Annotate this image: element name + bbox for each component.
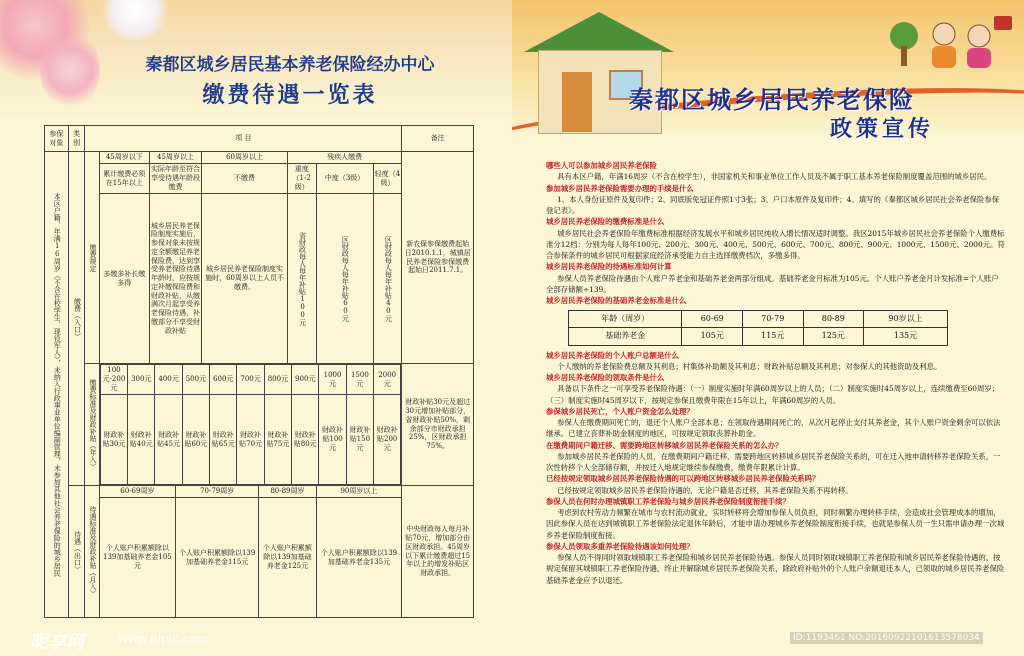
section-heading: 城乡居民养老保险的个人账户总额是什么 [546, 350, 680, 360]
house-roof [524, 12, 674, 52]
payout-80-89: 个人账户积累额除以139加基础养老金125元 [262, 544, 312, 570]
tv-icon [994, 16, 1012, 30]
section-text: 考虑到农村劳动力频繁在城市与农村流动就业，实时转移将会增加参保人员负担，同时频繁办理转移手续，会造成社会管理成本的增加，因此参保人员在达到城镇职工养老保险法定退休年龄后，才能申请办理城乡养老保险制度衔接手续，也就是参保人员一生只需申请办理一次城乡养老保险制度衔接。 [546, 508, 1005, 540]
watermark-url: www.nipic.com [118, 632, 209, 646]
policy-title: 秦都区城乡居民养老保险 [629, 86, 915, 114]
levels-grid [100, 364, 402, 485]
age-cell: 80-89 [803, 311, 864, 328]
object-cell: 本区户籍，年满16周岁（不含在校学生、现役军人），未纳入行政事业单位编制管理，未参加其他社会养老保险的城乡居民 [45, 152, 69, 618]
age-90-plus: 90周岁以上 [340, 487, 378, 496]
sub-no-pay: 不缴费 [234, 174, 256, 183]
age-label: 年龄（周岁） [569, 311, 682, 328]
section-text: 个人缴纳的养老保险费总额及其利息；村集体补助额及其利息；财政补贴总额及其利息；对参保人的其他资助及利息。 [557, 361, 942, 371]
section-heading: 城乡居民养老保险的基础养老金标准是什么 [546, 296, 687, 305]
section-heading: 城乡居民养老保险的领取条件是什么 [546, 373, 665, 383]
note-start-date: 新农保参保缴费起始日2010.1.1，城镇居民养老保险参保缴费起始日2011.7.1。 [402, 152, 474, 364]
sub-medium: 中度（3级） [324, 174, 365, 183]
level-cell: 700元 [237, 365, 264, 395]
subsidy-cell: 财政补贴45元 [155, 395, 182, 485]
section-heading: 在缴费期间户籍迁移、需要跨地区转移城乡居民养老保险关系的怎么办？ [546, 440, 783, 450]
header-items: 项 目 [85, 126, 402, 152]
section-heading: 城乡居民养老保险的待遇标准如何计算 [546, 262, 672, 272]
section-heading: 哪些人可以参加城乡居民养老保险 [546, 161, 657, 170]
age-80-89: 80-89周岁 [270, 487, 305, 496]
level-cell: 800元 [264, 365, 291, 395]
payout-90-plus: 个人账户积累额除以139加基础养老金135元 [320, 548, 398, 566]
subsidy-cell: 财政补贴200元 [374, 395, 401, 485]
cat-in: 缴费（入口） [68, 152, 85, 486]
subsidy-cell: 财政补贴70元 [237, 395, 264, 485]
rule-dis-severe: 省财政每人每年补贴100元 [298, 231, 307, 326]
right-panel [512, 0, 1024, 656]
header-object: 参保对象 [45, 126, 69, 152]
pension-label: 基础养老金 [569, 328, 682, 345]
subsidy-cell: 财政补贴60元 [182, 395, 209, 485]
group-60-above: 60周岁以上 [202, 152, 288, 164]
section-text: 参加城乡居民养老保险的人员，在缴费期间户籍迁移、需要跨地区转移城乡居民养老保险关系的，可在迁入地申请转移养老保险关系，一次性转移个人全部储存额，并按迁入地规定继续参保缴费，缴费年限累计计算。 [546, 451, 1001, 473]
payout-60-69: 个人账户积累额除以139加基础养老金105元 [103, 544, 172, 570]
policy-subtitle: 政策宣传 [829, 117, 934, 142]
level-cell: 400元 [155, 365, 182, 395]
age-cell: 60-69 [682, 311, 743, 328]
section-text: 1、本人身份证原件及复印件；2、同底版免冠证件照1寸3张；3、户口本原件及复印件；4、填写的《秦都区城乡居民社会养老保险参保登记表》。 [546, 194, 1000, 215]
rule-back-pay: 城乡居民养老保险制度实施后，参保对象未按规定全额缴足养老保险费，达到享受养老保险待遇年龄时，应按规定补缴保险费和财政补贴，从缴满次月起享受养老保险待遇，补缴部分不享受财政补贴 [150, 221, 200, 335]
note-payout: 中央财政每人每月补贴70元，增加部分由区财政承担。45周岁以下累计缴费超过15年以上的增发补贴区财政承担。 [402, 486, 474, 618]
watermark-logo: 昵享网 [30, 632, 84, 653]
header-category: 类别 [68, 126, 85, 152]
subsidy-cell: 财政补贴150元 [346, 395, 373, 485]
subsidy-cell: 财政补贴80元 [292, 395, 319, 485]
level-cell: 300元 [128, 365, 155, 395]
sub-age-pay: 实际年龄至符合享受待遇年龄段缴费 [150, 165, 200, 191]
pension-cell: 105元 [682, 328, 743, 345]
section-heading: 参保人员领取多重养老保险待遇该如何处理？ [546, 541, 694, 551]
section-text: 参保人在缴费期间死亡的，退还个人账户全部本息；在领取待遇期间死亡的，从次月起停止支付其养老金，其个人账户资金剩余可以依法继承。已建立丧葬补助金制度的地区，可按规定领取丧葬补助金。 [546, 418, 1001, 439]
grandpa-icon [933, 23, 955, 45]
plant-icon [890, 22, 918, 50]
white-flower-decoration [100, 0, 170, 40]
org-title: 秦都区城乡居民基本养老保险经办中心 [145, 55, 435, 75]
payout-70-79: 个人账户积累额除以139加基础养老金115元 [178, 548, 256, 566]
section-text: 已经按规定领取城乡居民养老保险待遇的，无论户籍是否迁移，其养老保险关系不再转移。 [557, 485, 853, 495]
rule-more-pay: 多缴多补长缴多得 [103, 269, 146, 287]
sub-severe: 重度（1-2级） [292, 165, 311, 191]
rule-dis-mild: 区财政每人每年补贴40元 [384, 235, 393, 322]
section-heading: 城乡居民养老保险的缴费标准是什么 [546, 217, 665, 227]
section-text: 城乡居民社会养老保险年缴费标准根据经济发展水平和城乡居民纯收入增长情况适时调整。我区2015年城乡居民社会养老保险个人缴费标准分12档：分别为每人每年100元、200元、300元、400元、500元、600元、700元、800元、900元、1000元、1500元、2000元。符合参保条件的城乡居民可根据家庭经济承受能力自主选择缴费档次，多缴多得。 [546, 228, 1005, 260]
cat-rule: 缴费规定 [85, 152, 99, 364]
subsidy-cell: 财政补贴40元 [128, 395, 155, 485]
watermark-id: ID:1193461 NO:20160922101613578034 [790, 632, 983, 644]
age-70-79: 70-79周岁 [200, 487, 235, 496]
group-45-below: 45周岁以下 [99, 152, 149, 164]
grandma-icon [968, 25, 990, 47]
elderly-couple-illustration [884, 6, 1014, 76]
cat-out: 待遇（出口） [68, 486, 85, 618]
level-cell: 900元 [292, 365, 319, 395]
group-45-above: 45周岁以上 [149, 152, 201, 164]
level-cell: 600元 [210, 365, 237, 395]
section-heading: 已经按规定领取城乡居民养老保险待遇的可以跨地区转移城乡居民养老保险关系吗？ [546, 474, 820, 484]
table-title: 缴费待遇一览表 [202, 83, 378, 108]
section-heading: 参加城乡居民养老保险需要办理的手续是什么 [546, 183, 694, 193]
level-cell: 100元-200元 [100, 365, 127, 395]
cat-out-sub: 待遇标准及财政补贴（月入） [85, 486, 99, 618]
age-cell: 90岁以上 [864, 311, 948, 328]
level-cell: 1000元 [319, 365, 346, 395]
subsidy-cell: 财政补贴30元 [100, 395, 127, 485]
sub-mild: 轻度（4级） [374, 169, 401, 187]
rule-dis-medium: 区财政每人每年补贴60元 [341, 235, 350, 322]
section-text: 参保人员养老保险待遇由个人账户养老金和基础养老金两部分组成。基础养老金月标准为105元。个人账户养老金月计发标准=个人账户全部存储额÷139。 [546, 273, 999, 294]
pension-cell: 135元 [864, 328, 948, 345]
subsidy-cell: 财政补贴100元 [319, 395, 346, 485]
policy-body [546, 160, 1006, 586]
subsidy-cell: 财政补贴65元 [210, 395, 237, 485]
section-heading: 参保人员在何时办理城镇职工养老保险与城乡居民养老保险制度衔接手续？ [546, 496, 790, 506]
pension-cell: 115元 [742, 328, 803, 345]
basic-pension-table [568, 310, 948, 345]
age-cell: 70-79 [742, 311, 803, 328]
group-disabled: 残疾人缴费 [287, 152, 401, 164]
section-heading: 参保城乡居民死亡，个人账户资金怎么处理？ [546, 406, 694, 416]
section-text: 参保人员不得同时领取城镇职工养老保险和城乡居民养老保险待遇。参保人员同时领取城镇职工养老保险和城乡居民养老保险待遇的，按规定保留其城镇职工养老保险待遇，终止并解除城乡居民养老保险关系，除政府补贴外的个人账户余额退还本人，已领取的城乡居民养老保险基础养老金应予以退还。 [546, 553, 1005, 585]
section-text: 具有本区户籍，年满16周岁（不含在校学生），非国家机关和事业单位工作人员及不属于职工基本养老保险制度覆盖范围的城乡居民。 [557, 172, 992, 182]
pension-cell: 125元 [803, 328, 864, 345]
note-subsidy: 财政补贴30元及超过30元增加补贴部分，省财政补贴50%，剩余部分市财政承担25%，区财政承担75%。 [402, 364, 474, 486]
sub-15-years: 累计缴费必须在15年以上 [103, 169, 146, 187]
benefit-table [44, 125, 474, 618]
age-60-69: 60-69周岁 [120, 487, 155, 496]
cat-subsidy: 缴费标准及财政补贴（年入） [85, 364, 99, 486]
section-text: 具备以下条件之一可享受养老保险待遇：（一）制度实施时年满60周岁以上的人员；（二）制度实施时45周岁以上，连续缴费至60周岁；（三）制度实施时45周岁以下，按规定参保且缴费年限在15年以上，年满60周岁的人员。 [546, 384, 1000, 405]
subsidy-cell: 财政补贴75元 [264, 395, 291, 485]
level-cell: 1500元 [346, 365, 373, 395]
header-note: 备注 [402, 126, 474, 152]
rule-60-no-pay: 城乡居民养老保险制度实施时，60周岁以上人员不缴费。 [205, 265, 285, 291]
level-cell: 2000元 [374, 365, 401, 395]
level-cell: 500元 [182, 365, 209, 395]
